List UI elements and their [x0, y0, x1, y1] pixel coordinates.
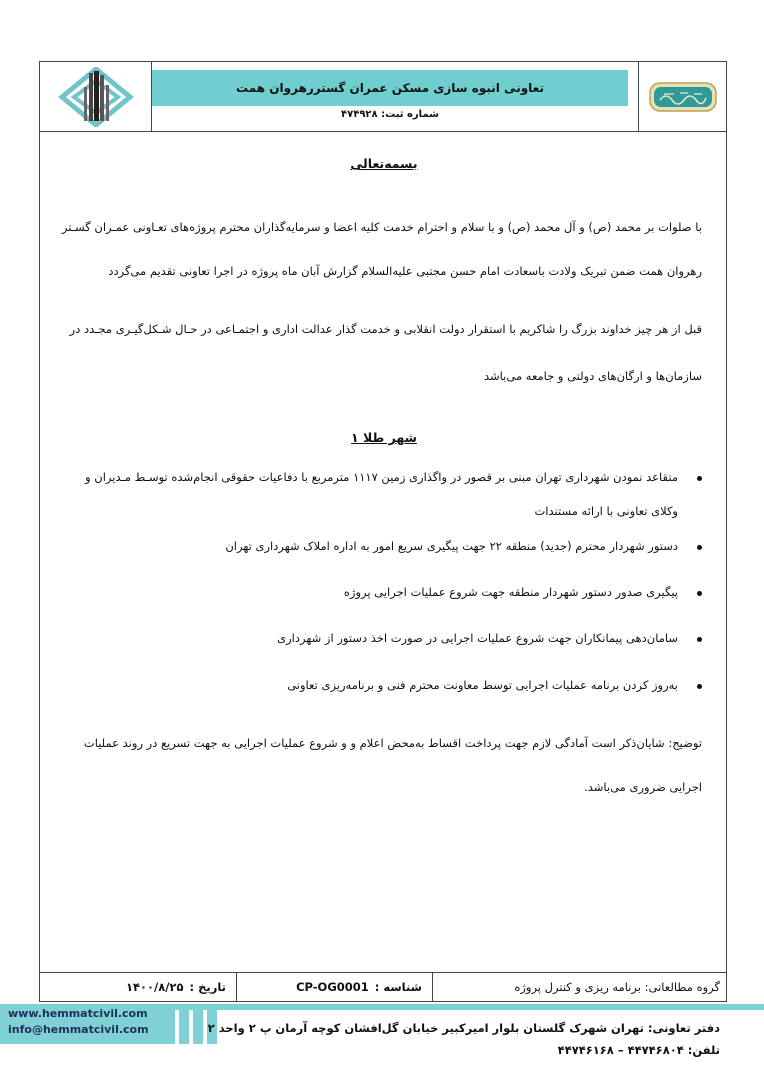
decorative-rule	[175, 1004, 764, 1010]
calligraphy-emblem	[638, 62, 726, 131]
thanks-line-2: سازمان‌ها و ارگان‌های دولتی و جامعه می‌باشد	[484, 369, 702, 383]
email-link[interactable]: info@hemmatcivil.com	[8, 1023, 149, 1036]
registration-number: شماره ثبت: ۴۷۴۹۲۸	[341, 109, 439, 120]
section-title: شهر طلا ۱	[351, 430, 417, 445]
bullet-text: به‌روز کردن برنامه عملیات اجرایی توسط معاونت محترم فنی و برنامه‌ریزی تعاونی	[287, 678, 678, 692]
bullet-dot	[697, 545, 702, 550]
office-address-block	[208, 1017, 720, 1061]
company-title-band	[152, 70, 628, 106]
study-group	[432, 973, 726, 1001]
document-date-label: تاریخ :	[189, 980, 226, 994]
company-logo	[40, 62, 152, 131]
intro-line-1: با صلوات بر محمد (ص) و آل محمد (ص) و با سلام و احترام خدمت کلیه اعضا و سرمایه‌گذاران محترم پروژه‌های تعـاونی عمـران گسـتر	[61, 220, 702, 234]
document-id-label: شناسه :	[374, 980, 422, 994]
decorative-stripe	[193, 1004, 203, 1044]
document-header	[40, 62, 726, 132]
decorative-stripe	[179, 1004, 189, 1044]
bullet-text-continued: وکلای تعاونی با ارائه مستندات	[534, 504, 678, 518]
bullet-dot	[697, 684, 702, 689]
website-link[interactable]: www.hemmatcivil.com	[8, 1007, 148, 1020]
intro-line-2: رهروان همت ضمن تبریک ولادت باسعادت امام حسن مجتبی علیه‌السلام گزارش آبان ماه پروژه در اجرا تعاونی تقدیم می‌گردد	[108, 264, 702, 278]
office-phone: تلفن: ۴۴۷۴۶۸۰۴ – ۴۴۷۴۶۱۶۸	[557, 1043, 720, 1057]
document-frame	[39, 61, 727, 1002]
bullet-dot	[697, 591, 702, 596]
document-date-value: ۱۴۰۰/۸/۲۵	[125, 980, 184, 994]
bullet-text: پیگیری صدور دستور شهردار منطقه جهت شروع عملیات اجرایی پروژه	[343, 585, 678, 599]
document-id-value: CP-OG0001	[296, 980, 369, 994]
document-footer	[40, 972, 726, 1001]
office-address: دفتر تعاونی: تهران شهرک گلستان بلوار امیرکبیر خیابان گل‌افشان کوچه آرمان پ ۲ واحد ۲	[207, 1021, 720, 1035]
document-id	[236, 973, 432, 1001]
study-group-text: گروه مطالعاتی: برنامه ریزی و کنترل پروژه	[514, 980, 720, 994]
bullet-dot	[697, 637, 702, 642]
thanks-line-1: قبل از هر چیز خداوند بزرگ را شاکریم با استقرار دولت انقلابی و خدمت گذار عدالت اداری و اجتمـاعی در حـال شـکل‌گیـری مجـدد در	[69, 322, 702, 336]
bullet-dot	[697, 476, 702, 481]
document-date	[40, 973, 236, 1001]
company-title: تعاونی انبوه سازی مسکن عمران گستررهروان همت	[236, 81, 544, 95]
bullet-text: متقاعد نمودن شهرداری تهران مبنی بر قصور در واگذاری زمین ۱۱۱۷ مترمربع با دفاعیات حقوقی انجام‌شده توسـط مـدیران و	[85, 470, 678, 484]
note-line-1: توضیح: شایان‌ذکر است آمادگی لازم جهت پرداخت اقساط به‌محض اعلام و و شروع عملیات اجرایی به جهت تسریع در روند عملیات	[83, 736, 702, 750]
bullet-text: دستور شهردار محترم (جدید) منطقه ۲۲ جهت پیگیری سریع امور به اداره املاک شهرداری تهران	[225, 539, 678, 553]
note-line-2: اجرایی ضروری می‌باشد.	[584, 780, 702, 794]
page-heading: بسمه‌تعالی	[350, 156, 418, 171]
bullet-text: سامان‌دهی پیمانکاران جهت شروع عملیات اجرایی در صورت اخذ دستور از شهرداری	[277, 631, 678, 645]
contact-web	[8, 1006, 149, 1038]
